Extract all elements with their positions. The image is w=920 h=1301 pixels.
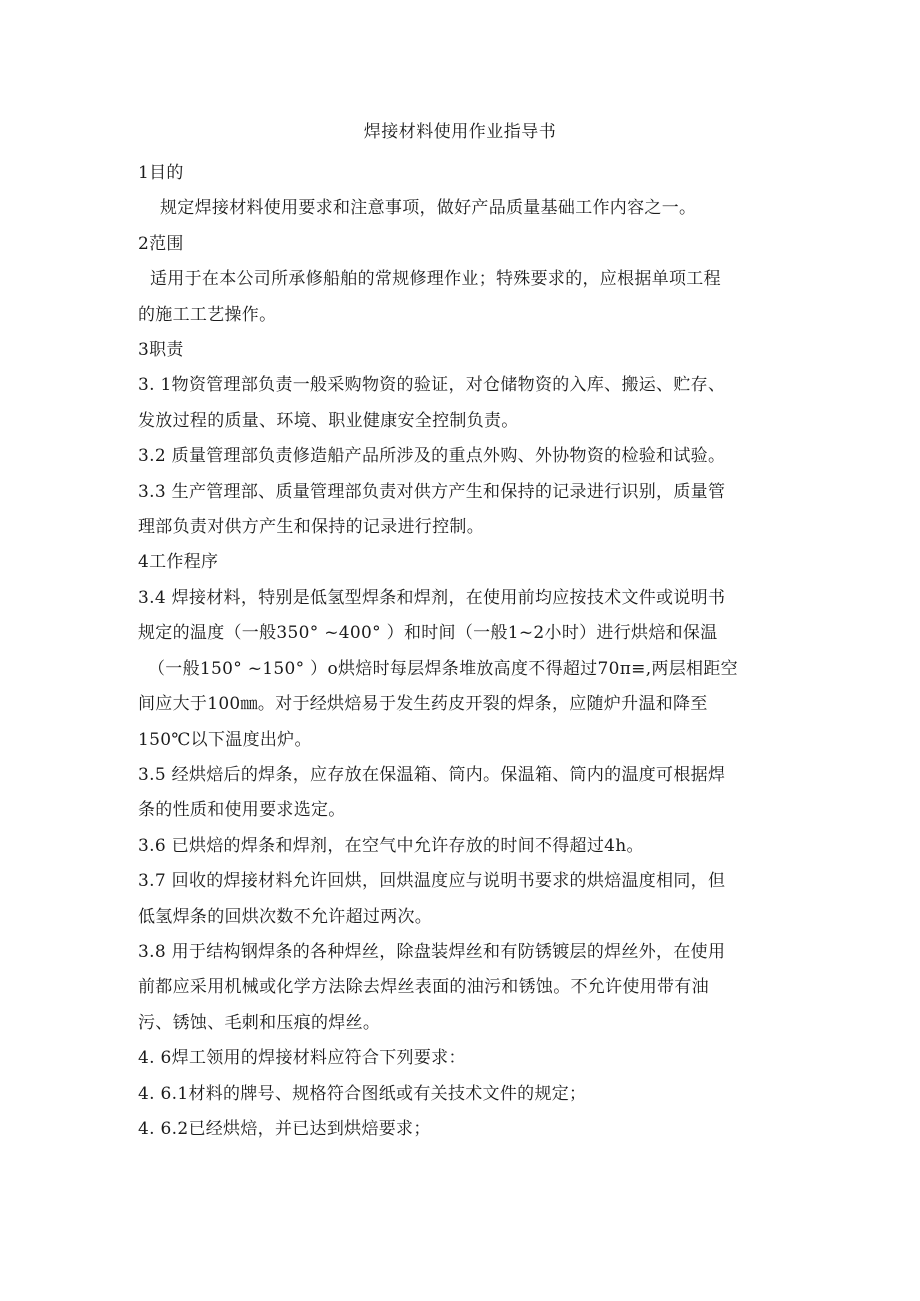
paragraph-line: 3.2 质量管理部负责修造船产品所涉及的重点外购、外协物资的检验和试验。 (138, 446, 726, 467)
paragraph-line: 3.3 生产管理部、质量管理部负责对供方产生和保持的记录进行识别，质量管 (138, 481, 726, 502)
paragraph-line: 发放过程的质量、环境、职业健康安全控制负责。 (138, 410, 519, 431)
paragraph-line: 3.8 用于结构钢焊条的各种焊丝，除盘装焊丝和有防锈镀层的焊丝外，在使用 (138, 941, 726, 962)
paragraph-line: 150℃以下温度出炉。 (138, 729, 312, 750)
paragraph-line: 理部负责对供方产生和保持的记录进行控制。 (138, 517, 484, 538)
paragraph-line: 规定焊接材料使用要求和注意事项，做好产品质量基础工作内容之一。 (160, 198, 697, 219)
paragraph-line: 4. 6焊工领用的焊接材料应符合下列要求： (138, 1048, 466, 1069)
paragraph-line: 的施工工艺操作。 (138, 304, 277, 325)
paragraph-line: 前都应采用机械或化学方法除去焊丝表面的油污和锈蚀。不允许使用带有油 (138, 977, 709, 998)
paragraph-line: 污、锈蚀、毛刺和压痕的焊丝。 (138, 1012, 381, 1033)
document-title: 焊接材料使用作业指导书 (363, 122, 557, 142)
paragraph-line: 条的性质和使用要求选定。 (138, 800, 346, 821)
paragraph-line: 3.4 焊接材料，特别是低氢型焊条和焊剂，在使用前均应按技术文件或说明书 (138, 587, 726, 608)
paragraph-line: （一般150° ~150° ）o烘焙时每层焊条堆放高度不得超过70π≡,两层相距空 (148, 658, 738, 679)
section-heading-procedure: 4工作程序 (138, 552, 219, 573)
paragraph-line: 4. 6.1材料的牌号、规格符合图纸或有关技术文件的规定； (138, 1083, 587, 1104)
paragraph-line: 规定的温度（一般350° ~400° ）和时间（一般1~2小时）进行烘焙和保温 (138, 623, 718, 644)
paragraph-line: 间应大于100㎜。对于经烘焙易于发生药皮开裂的焊条，应随炉升温和降至 (138, 694, 708, 715)
section-heading-responsibilities: 3职责 (138, 340, 184, 361)
paragraph-line: 4. 6.2已经烘焙，并已达到烘焙要求； (138, 1118, 431, 1139)
paragraph-line: 3.5 经烘焙后的焊条，应存放在保温箱、筒内。保温箱、筒内的温度可根据焊 (138, 764, 726, 785)
section-heading-purpose: 1目的 (138, 163, 184, 183)
document-body (138, 156, 778, 1147)
paragraph-line: 3.7 回收的焊接材料允许回烘，回烘温度应与说明书要求的烘焙温度相同，但 (138, 871, 726, 892)
paragraph-line: 3. 1物资管理部负责一般采购物资的验证，对仓储物资的入库、搬运、贮存、 (138, 375, 726, 396)
section-heading-scope: 2范围 (138, 233, 184, 254)
paragraph-line: 适用于在本公司所承修船舶的常规修理作业；特殊要求的，应根据单项工程 (150, 269, 721, 290)
paragraph-line: 3.6 已烘焙的焊条和焊剂，在空气中允许存放的时间不得超过4h。 (138, 835, 644, 856)
paragraph-line: 低氢焊条的回烘次数不允许超过两次。 (138, 906, 433, 927)
